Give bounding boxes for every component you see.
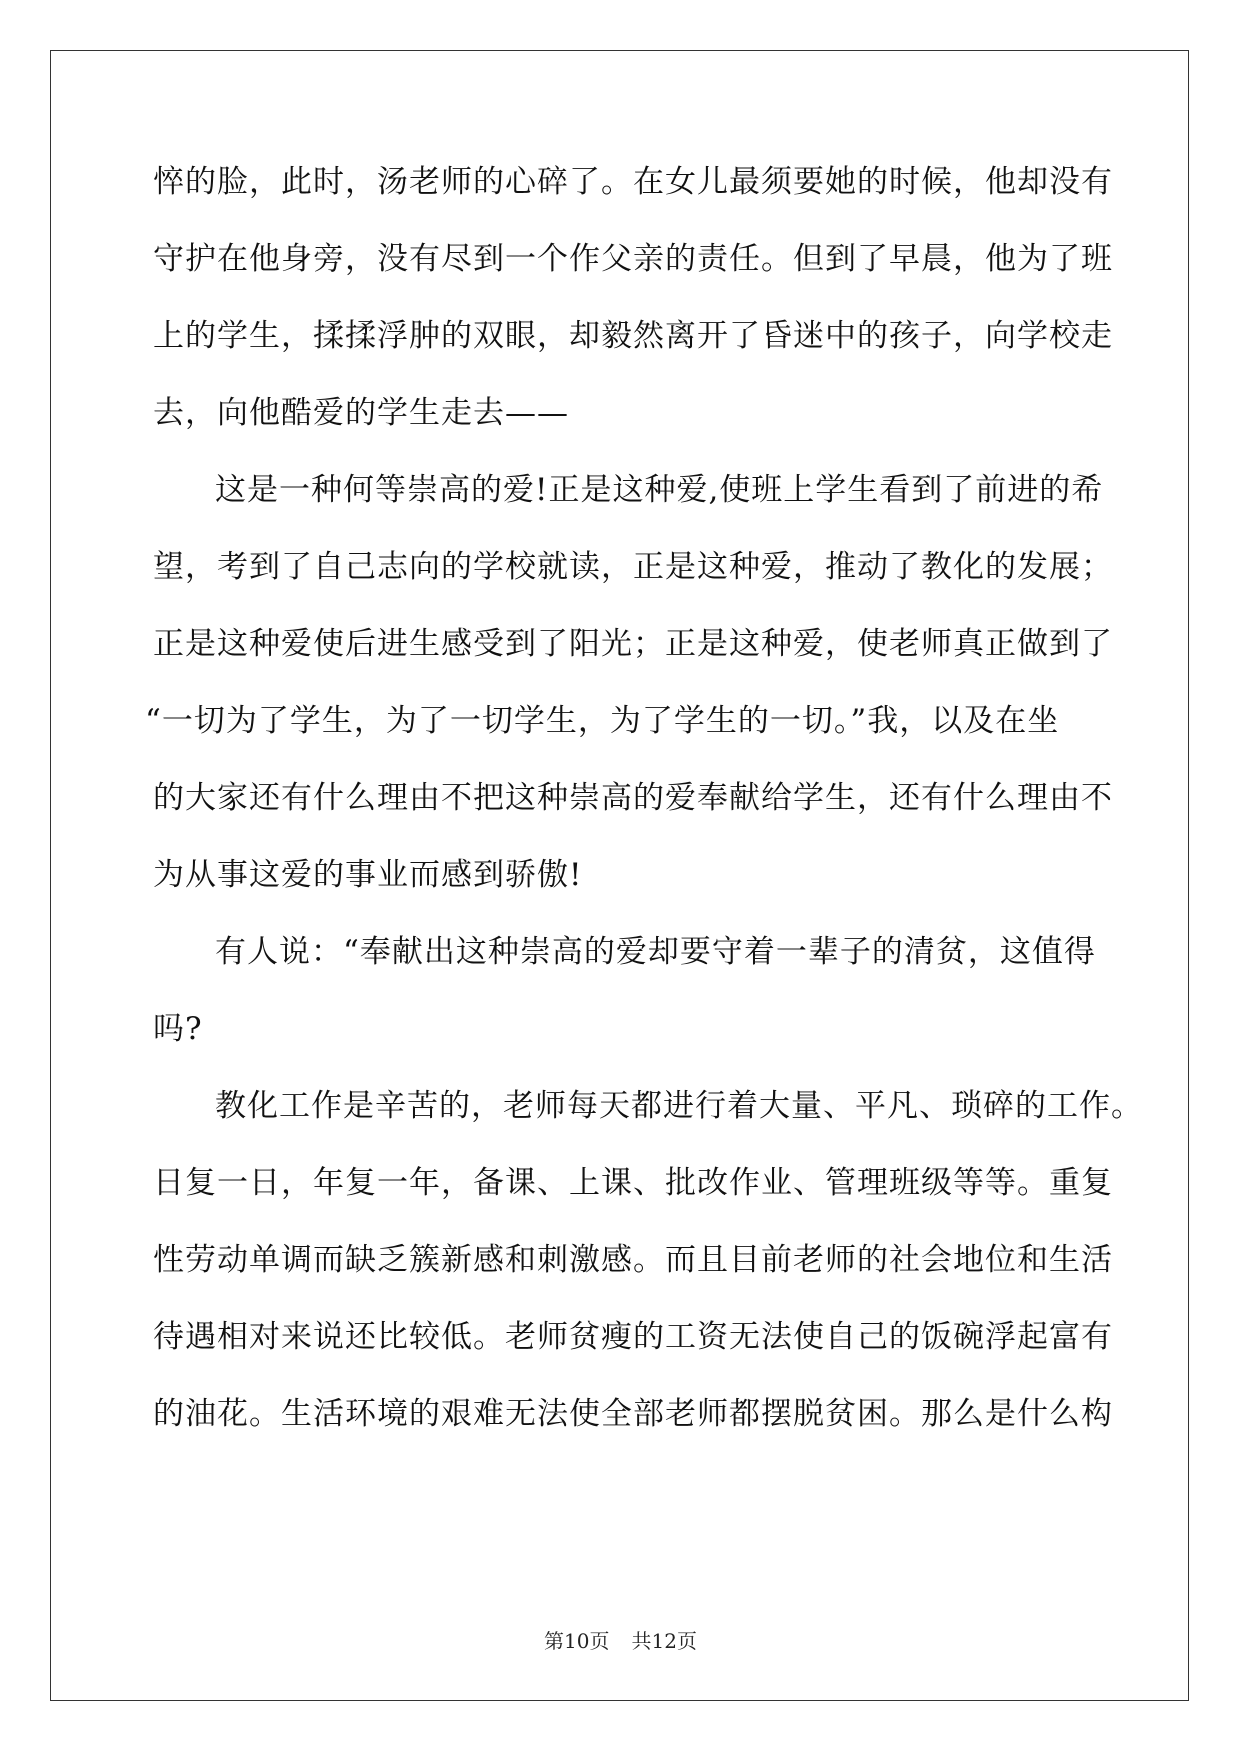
- page-footer: [0, 1628, 1241, 1654]
- text-line: 日复一日，年复一年，备课、上课、批改作业、管理班级等等。重复: [153, 1165, 1113, 1201]
- text-line: 为从事这爱的事业而感到骄傲!: [153, 857, 583, 893]
- text-line: 这是一种何等崇高的爱!正是这种爱,使班上学生看到了前进的希: [215, 472, 1104, 508]
- text-line: 教化工作是辛苦的，老师每天都进行着大量、平凡、琐碎的工作。: [215, 1088, 1143, 1124]
- text-line: 守护在他身旁，没有尽到一个作父亲的责任。但到了早晨，他为了班: [153, 241, 1113, 277]
- text-line: 待遇相对来说还比较低。老师贫瘦的工资无法使自己的饭碗浮起富有: [153, 1319, 1113, 1355]
- text-line: 去，向他酷爱的学生走去——: [153, 395, 569, 431]
- text-line: 的大家还有什么理由不把这种崇高的爱奉献给学生，还有什么理由不: [153, 780, 1113, 816]
- text-line: “一切为了学生，为了一切学生，为了学生的一切。”我，以及在坐: [145, 703, 1060, 739]
- text-line: 吗?: [153, 1011, 203, 1047]
- text-line: 悴的脸，此时，汤老师的心碎了。在女儿最须要她的时候，他却没有: [153, 164, 1113, 200]
- text-line: 的油花。生活环境的艰难无法使全部老师都摆脱贫困。那么是什么构: [153, 1396, 1113, 1432]
- text-line: 性劳动单调而缺乏簇新感和刺激感。而且目前老师的社会地位和生活: [153, 1242, 1113, 1278]
- text-line: 望，考到了自己志向的学校就读，正是这种爱，推动了教化的发展；: [153, 549, 1113, 585]
- text-line: 上的学生，揉揉浮肿的双眼，却毅然离开了昏迷中的孩子，向学校走: [153, 318, 1113, 354]
- page-number: 第10页: [544, 1629, 610, 1653]
- text-line: 正是这种爱使后进生感受到了阳光；正是这种爱，使老师真正做到了: [153, 626, 1113, 662]
- page-total: 共12页: [631, 1629, 697, 1653]
- text-line: 有人说：“奉献出这种崇高的爱却要守着一辈子的清贫，这值得: [215, 934, 1096, 970]
